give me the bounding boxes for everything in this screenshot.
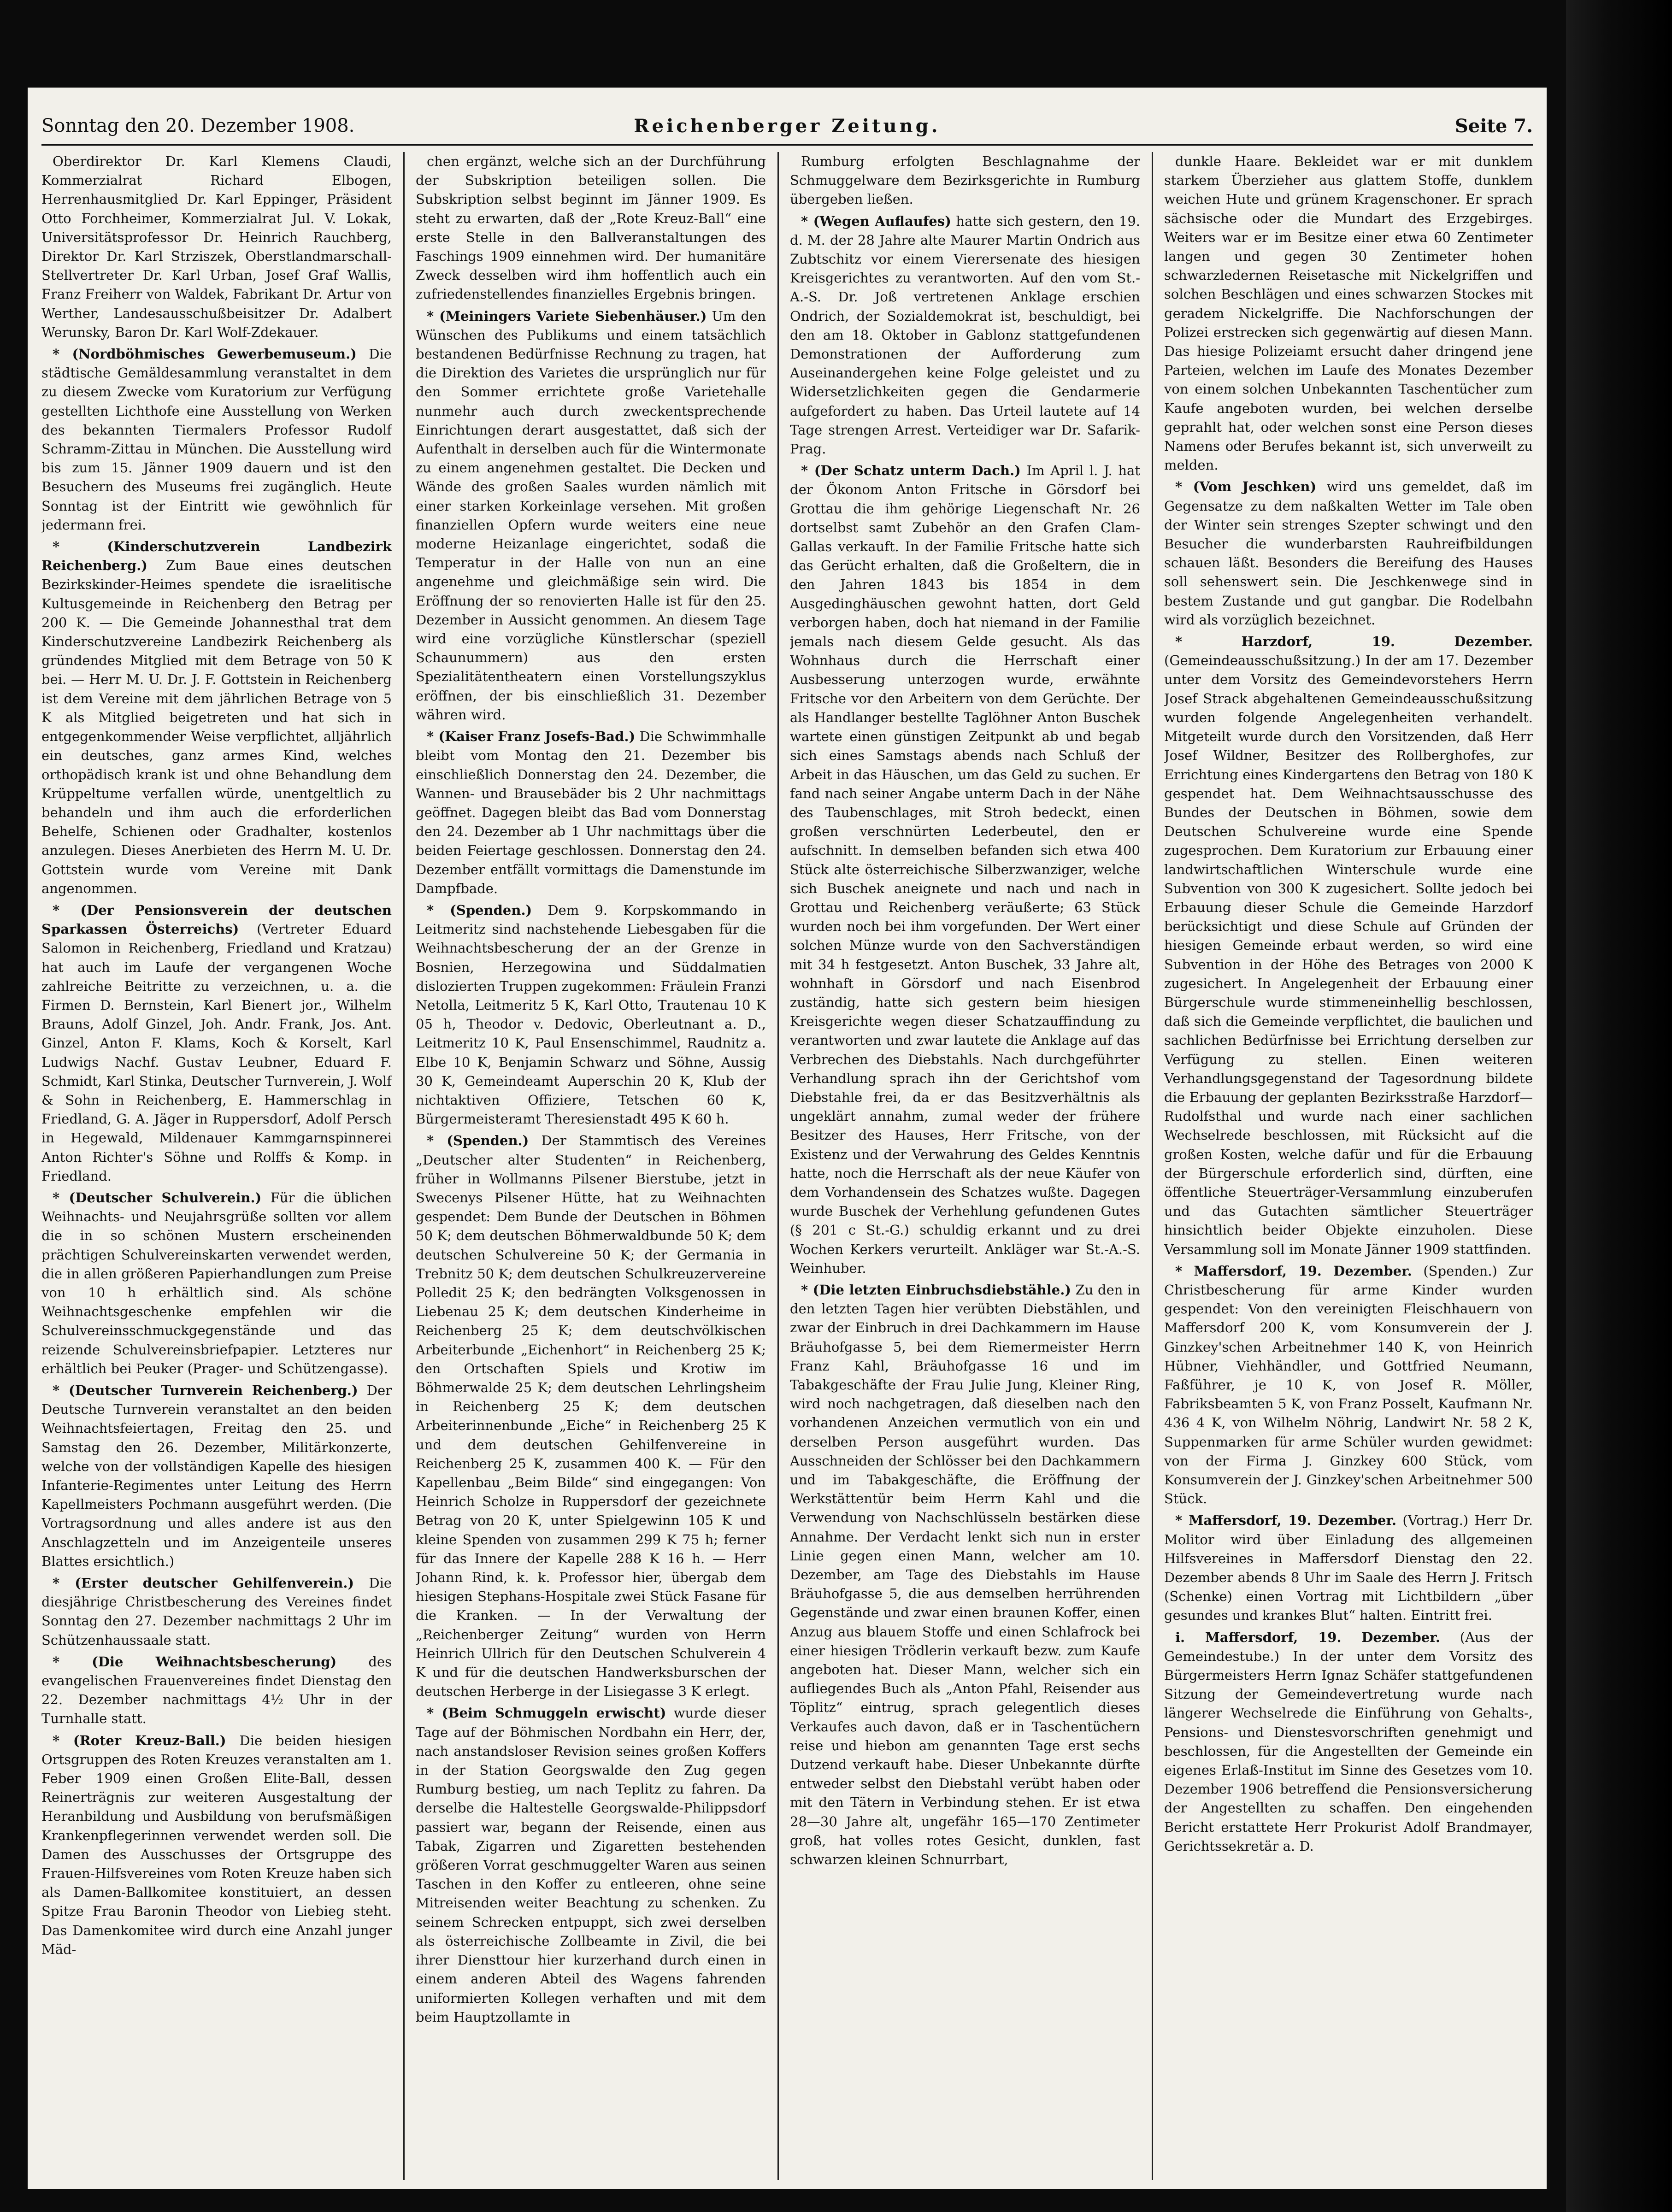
article-paragraph — [1164, 1628, 1533, 1856]
article-heading: * (Der Schatz unterm Dach.) — [801, 463, 1021, 479]
article-text: Die städtische Gemäldesammlung veranstaltet in dem zu diesem Zwecke vom Kuratorium zur Verfügung gestellten Lichthofe eine Ausstellung von Werken des bekannten Tiermalers Professor Rudolf Schramm-Zittau in München. Die Ausstellung wird bis zum 15. Jänner 1909 dauern und ist den Besuchern des Museums frei zugänglich. Heute Sonntag ist der Eintritt wie gewöhnlich für jedermann frei. — [41, 346, 392, 533]
column-rule — [1152, 152, 1153, 2180]
article-text: Oberdirektor Dr. Karl Klemens Claudi, Kommerzialrat Richard Elbogen, Herrenhausmitglied Dr. Karl Eppinger, Präsident Otto Forchheimer, Kommerzialrat Jul. V. Lokak, Universitätsprofessor Dr. Heinrich Rauchberg, Direktor Dr. Karl Strziszek, Oberstlandmarschall-Stellvertreter Dr. Karl Urban, Josef Graf Wallis, Franz Freiherr von Waldek, Fabrikant Dr. Artur von Werther, Landesausschußbeisitzer Dr. Adalbert Werunsky, Baron Dr. Karl Wolf-Zdekauer. — [41, 153, 392, 340]
page-header — [41, 115, 1533, 147]
header-rule — [41, 144, 1533, 146]
article-text: (Aus der Gemeindestube.) In der unter dem Vorsitz des Bürgermeisters Herrn Ignaz Schäfer stattgefundenen Sitzung der Gemeindevertretung wurde nach längerer Wechselrede die Einführung von Gehalts-, Pensions- und Dienstesvorschriften genehmigt und beschlossen, für die Angestellten der Gemeinde ein eigenes Erlaß-Institut im Sinne des Gesetzes vom 10. Dezember 1906 betreffend die Pensionsversicherung der Angestellten zu schaffen. Den eingehenden Bericht erstattete Herr Prokurist Adolf Brandmayer, Gerichtssekretär a. D. — [1164, 1629, 1533, 1854]
article-text: Im April l. J. hat der Ökonom Anton Fritsche in Görsdorf bei Grottau die ihm gehörige Liegenschaft Nr. 26 dortselbst samt Zubehör an den Grafen Clam-Gallas verkauft. In der Familie Fritsche hatte sich das Gerücht erhalten, daß die Großeltern, die in den Jahren 1843 bis 1854 in dem Ausgedinghäuschen gewohnt hatten, dort Geld verborgen haben, doch hat niemand in der Familie jemals nach diesem Gelde gesucht. Als das Wohnhaus durch die Herrschaft einer Ausbesserung unterzogen wurde, erwähnte Fritsche vor den Arbeitern von dem Gerüchte. Der als Handlanger bestellte Taglöhner Anton Buschek wartete einen günstigen Zeitpunkt ab und begab sich eines Samstags abends nach Schluß der Arbeit in das Häuschen, um das Geld zu suchen. Er fand nach seiner Angabe unterm Dach in der Nähe des Taubenschlages, mit Stroh bedeckt, einen großen verschnürten Lederbeutel, den er aufschnitt. In demselben befanden sich etwa 400 Stück alte österreichische Silberzwanziger, welche sich Buschek aneignete und nach und nach in Grottau und Reichenberg veräußerte; 63 Stück wurden noch bei ihm vorgefunden. Der Wert einer solchen Münze wurde von den Sachverständigen mit 34 h festgesetzt. Anton Buschek, 33 Jahre alt, wohnhaft in Görsdorf und nach Eisenbrod zuständig, hatte sich gestern beim hiesigen Kreisgerichte wegen dieser Schatzauffindung zu verantworten und zwar lautete die Anklage auf das Verbrechen des Diebstahls. Nach durchgeführter Verhandlung sprach ihn der Gerichtshof vom Diebstahle frei, da er das Besitzverhältnis als ungeklärt annahm, zumal weder der frühere Besitzer des Hauses, Herr Fritsche, von der Existenz und der Verwahrung des Geldes Kenntnis hatte, noch die Herrschaft als der neue Käufer von dem Vorhandensein des Schatzes wußte. Dagegen wurde Buschek der Verhehlung gefundenen Gutes (§ 201 c St.-G.) schuldig erkannt und zu drei Wochen Kerkers verurteilt. Ankläger war St.-A.-S. Weinhuber. — [790, 463, 1140, 1276]
article-paragraph — [1164, 477, 1533, 629]
article-text: Die beiden hiesigen Ortsgruppen des Roten Kreuzes veranstalten am 1. Feber 1909 einen Großen Elite-Ball, dessen Reinerträgnis zur weiteren Ausgestaltung der Heranbildung und Ausbildung von berufsmäßigen Krankenpflegerinnen verwendet werden soll. Die Damen des Ausschusses der Ortsgruppe des Frauen-Hilfsvereines vom Roten Kreuze haben sich als Damen-Ballkomitee konstituiert, an dessen Spitze Frau Baronin Theodor von Liebieg steht. Das Damenkomitee wird durch eine Anzahl junger Mäd- — [41, 1732, 392, 1957]
column-2 — [416, 152, 766, 2180]
article-text: dunkle Haare. Bekleidet war er mit dunklem starkem Überzieher aus glattem Stoffe, dunklem weichen Hute und grünem Kragenschoner. Er sprach sächsische oder die Mundart des Erzgebirges. Weiters war er im Besitze einer etwa 60 Zentimeter langen und gegen 30 Zentimeter hohen schwarzledernen Reisetasche mit Nickelgriffen und solchen Beschlägen und eines schwarzen Stockes mit geradem Nickelgriffe. Die Nachforschungen der Polizei erstrecken sich gegenwärtig auf diesen Mann. Das hiesige Polizeiamt ersucht daher dringend jene Parteien, welchen im Laufe des Monates Dezember von einem solchen Unbekannten Taschentücher zum Kaufe angeboten wurden, bei welchen derselbe geprahlt hat, oder welchen sonst eine Person dieses Namens oder Berufes bekannt ist, sich unverweilt zu melden. — [1164, 153, 1533, 473]
article-heading: * (Vom Jeschken) — [1175, 479, 1317, 495]
article-heading: * (Kaiser Franz Josefs-Bad.) — [427, 729, 636, 745]
article-heading: * (Erster deutscher Gehilfenverein.) — [53, 1575, 354, 1591]
newspaper-page — [28, 88, 1547, 2189]
header-page-number: Seite 7. — [1454, 115, 1533, 137]
article-text: Die diesjährige Christbescherung des Vereines findet Sonntag den 27. Dezember nachmittags 2 Uhr im Schützenhaussaale statt. — [41, 1575, 392, 1648]
article-heading: * (Beim Schmuggeln erwischt) — [427, 1705, 666, 1721]
column-rule — [403, 152, 405, 2180]
article-heading: i. Maffersdorf, 19. Dezember. — [1175, 1629, 1440, 1645]
article-paragraph — [416, 727, 766, 898]
header-masthead: Reichenberger Zeitung. — [634, 115, 941, 137]
article-text: (Spenden.) Zur Christbescherung für arme Kinder wurden gespendet: Von den vereinigten Fleischhauern von Maffersdorf 200 K, vom Konsumverein der J. Ginzkey'schen Arbeitnehmer 140 K, von Heinrich Hübner, Viehhändler, und Gottfried Neumann, Faßführer, je 10 K, von Josef R. Möller, Fabriksbeamten 5 K, von Franz Posselt, Kaufmann Nr. 436 4 K, von Wilhelm Nöhrig, Landwirt Nr. 58 2 K, Suppenmarken für arme Schüler wurden gewidmet: von der Firma J. Ginzkey 600 Stück, vom Konsumverein der J. Ginzkey'schen Arbeitnehmer 500 Stück. — [1164, 1263, 1533, 1507]
article-text: Der Deutsche Turnverein veranstaltet an den beiden Weihnachtsfeiertagen, Freitag den 25. und Samstag den 26. Dezember, Militärkonzerte, welche von der vollständigen Kapelle des hiesigen Infanterie-Regimentes unter Leitung des Herrn Kapellmeisters Pochmann ausgeführt werden. (Die Vortragsordnung und alles andere ist aus den Anschlagzetteln und im Anzeigenteile unseres Blattes ersichtlich.) — [41, 1382, 392, 1569]
article-text: Zu den in den letzten Tagen hier verübten Diebstählen, und zwar der Einbruch in drei Dachkammern im Hause Bräuhofgasse 5, bei dem Riemermeister Herrn Franz Kahl, Bräuhofgasse 16 und im Tabakgeschäfte der Frau Julie Jung, Kleiner Ring, wird noch nachgetragen, daß dieselben nach den vorhandenen Anzeichen vermutlich von ein und derselben Person ausgeführt wurden. Das Ausschneiden der Schlösser bei den Dachkammern und im Tabakgeschäfte, die Eröffnung der Werkstättentür beim Herrn Kahl und die Verwendung von Nachschlüsseln bestärken diese Annahme. Der Verdacht lenkt sich nun in erster Linie gegen einen Mann, welcher am 10. Dezember, am Tage des Diebstahls im Hause Bräuhofgasse 5, die aus demselben herrührenden Gegenstände und zwar einen braunen Koffer, einen Anzug aus blauem Stoffe und einen Schlafrock bei einer hiesigen Trödlerin verkauft bezw. zum Kaufe angeboten hat. Dieser Mann, welcher sich ein aufliegendes Buch als „Anton Pfahl, Reisender aus Töplitz“ eintrug, sprach gelegentlich dieses Verkaufes auch davon, daß er in Taschentüchern reise und hiebon am genannten Tage erst sechs Dutzend verkauft habe. Dieser Unbekannte dürfte entweder selbst den Diebstahl verübt haben oder mit den Tätern in Verbindung stehen. Er ist etwa 28—30 Jahre alt, ungefähr 165—170 Zentimeter groß, hat volles rotes Gesicht, dunklen, fast schwarzen kleinen Schnurrbart, — [790, 1282, 1140, 1868]
article-text: Um den Wünschen des Publikums und einem tatsächlich bestandenen Bedürfnisse Rechnung zu tragen, hat die Direktion des Varietes die ursprünglich nur für den Sommer errichtete große Varietehalle nunmehr auch durch zweckentsprechende Einrichtungen derart ausgestattet, daß sich der Aufenthalt in derselben auch für die Wintermonate zu einem angenehmen gestaltet. Die Decken und Wände des großen Saales wurden nämlich mit einer starken Korkeinlage versehen. Mit großen finanziellen Opfern wurde weiters eine neue moderne Heizanlage eingerichtet, sodaß die Temperatur in der Halle von nun an eine angenehme und gleichmäßige sein wird. Die Eröffnung der so renovierten Halle ist für den 25. Dezember in Aussicht genommen. An diesem Tage wird eine vorzügliche Künstlerschar (speziell Schaunummern) aus den ersten Spezialitätentheatern einen Vorstellungszyklus eröffnen, der bis einschließlich 31. Dezember währen wird. — [416, 308, 766, 723]
article-heading: * (Nordböhmisches Gewerbemuseum.) — [53, 346, 357, 362]
scan-edge — [1566, 0, 1672, 2212]
article-paragraph — [41, 1381, 392, 1571]
article-heading: * (Spenden.) — [427, 902, 532, 918]
article-text: Die Schwimmhalle bleibt vom Montag den 21. Dezember bis einschließlich Donnerstag den 24. Dezember, die Wannen- und Brausebäder bis 2 Uhr nachmittags geöffnet. Dagegen bleibt das Bad vom Donnerstag den 24. Dezember ab 1 Uhr nachmittags über die beiden Feiertage geschlossen. Donnerstag den 24. Dezember entfällt vormittags die Damenstunde im Dampfbade. — [416, 729, 766, 896]
article-paragraph — [790, 461, 1140, 1278]
article-text: des evangelischen Frauenvereines findet Dienstag den 22. Dezember nachmittags 4½ Uhr in der Turnhalle statt. — [41, 1653, 392, 1727]
article-paragraph — [790, 212, 1140, 459]
article-text: Für die üblichen Weihnachts- und Neujahrsgrüße sollten vor allem die in so schönen Mustern erscheinenden prächtigen Schulvereinskarten verwendet werden, die in allen größeren Papierhandlungen zum Preise von 10 h erhältlich sind. Als schöne Weihnachtsgeschenke empfehlen wir die Schulvereinsschmuckgegenstände und das reizende Schulvereinsbriefpapier. Letzteres nur erhältlich bei Peuker (Prager- und Schützengasse). — [41, 1189, 392, 1377]
article-text: chen ergänzt, welche sich an der Durchführung der Subskription beteiligen sollen. Die Subskription selbst beginnt im Jänner 1909. Es steht zu erwarten, daß der „Rote Kreuz-Ball“ eine erste Stelle in den Ballveranstaltungen des Faschings 1909 einnehmen wird. Der humanitäre Zweck desselben wird ihm hoffentlich auch ein zufriedenstellendes finanzielles Ergebnis bringen. — [416, 153, 766, 302]
article-text: Der Stammtisch des Vereines „Deutscher alter Studenten“ in Reichenberg, früher in Wollmanns Pilsener Bierstube, jetzt in Swecenys Pilsener Hütte, hat zu Weihnachten gespendet: Dem Bunde der Deutschen in Böhmen 50 K; dem deutschen Böhmerwaldbunde 50 K; dem deutschen Schulvereine 50 K; der Germania in Trebnitz 50 K; dem deutschen Schulkreuzervereine Polledit 25 K; den bedrängten Volksgenossen in Liebenau 25 K; dem deutschen Kinderheime in Reichenberg 25 K; dem deutschvölkischen Arbeiterbunde „Eichenhort“ in Reichenberg 25 K; den Ortschaften Spiels und Krotiw im Böhmerwalde 25 K; dem deutschen Lehrlingsheim in Reichenberg 25 K; dem deutschen Arbeiterinnenbunde „Eiche“ in Reichenberg 25 K und dem deutschen Gehilfenvereine in Reichenberg 25 K, zusammen 400 K. — Für den Kapellenbau „Beim Bilde“ sind eingegangen: Von Heinrich Scholze in Ruppersdorf der gezeichnete Betrag von 20 K, unter Spielgewinn 105 K und kleine Spenden von zusammen 299 K 75 h; ferner für das Innere der Kapelle 288 K 16 h. — Herr Johann Rind, k. k. Professor hier, übergab dem hiesigen Stephans-Hospitale zwei Stück Fasane für die Kranken. — In der Verwaltung der „Reichenberger Zeitung“ wurden von Herrn Heinrich Ullrich für den Deutschen Schulverein 4 K und für die deutschen Handwerksburschen der deutschen Herberge in der Lisiegasse 3 K erlegt. — [416, 1133, 766, 1700]
article-paragraph — [790, 1281, 1140, 1869]
article-heading: * Maffersdorf, 19. Dezember. — [1175, 1263, 1412, 1279]
article-text: hatte sich gestern, den 19. d. M. der 28 Jahre alte Maurer Martin Ondrich aus Zubtschitz vor einem Vierersenate des hiesigen Kreisgerichtes zu verantworten. Auf den vom St.-A.-S. Dr. Joß vertretenen Anklage erschien Ondrich, der Sozialdemokrat ist, beschuldigt, bei den am 18. Oktober in Gablonz stattgefundenen Demonstrationen der Aufforderung zum Auseinandergehen keine Folge geleistet und zu Widersetzlichkeiten gegen die Gendarmerie aufgefordert zu haben. Das Urteil lautete auf 14 Tage strengen Arrest. Verteidiger war Dr. Safarik-Prag. — [790, 213, 1140, 457]
article-paragraph — [790, 152, 1140, 209]
article-heading: * (Meiningers Variete Siebenhäuser.) — [427, 308, 707, 324]
article-paragraph — [416, 901, 766, 1129]
article-paragraph — [41, 537, 392, 898]
article-paragraph — [416, 307, 766, 724]
header-date: Sonntag den 20. Dezember 1908. — [41, 115, 355, 136]
article-paragraph — [1164, 632, 1533, 1259]
article-paragraph — [41, 901, 392, 1186]
article-heading: * (Roter Kreuz-Ball.) — [53, 1732, 226, 1748]
column-3 — [790, 152, 1140, 2180]
article-paragraph — [416, 1704, 766, 2026]
article-paragraph — [41, 1731, 392, 1959]
article-heading: * (Deutscher Schulverein.) — [53, 1189, 262, 1206]
article-paragraph — [416, 1131, 766, 1701]
article-paragraph — [1164, 1262, 1533, 1509]
article-text: wurde dieser Tage auf der Böhmischen Nordbahn ein Herr, der, nach anstandsloser Revision seines großen Koffers in der Station Georgswalde den Zug gegen Rumburg bestieg, um nach Teplitz zu fahren. Da derselbe die Haltestelle Georgswalde-Philippsdorf passiert war, begann der Reisende, einen aus Tabak, Zigarren und Zigaretten bestehenden größeren Vorrat geschmuggelter Waren aus seinen Taschen in den Koffer zu entleeren, ohne seine Mitreisenden weiter Beachtung zu schenken. Zu seinem Schrecken entpuppt, sich zwei derselben als österreichische Zollbeamte in Zivil, die bei ihrer Diensttour hier kurzerhand durch einen in einem anderen Abteil des Wagens fahrenden uniformierten Kollegen verhaften und mit dem beim Hauptzollamte in — [416, 1705, 766, 2025]
article-heading: * (Kinderschutzverein Landbezirk Reichenberg.) — [41, 539, 392, 574]
article-text: (Vortrag.) Herr Dr. Molitor wird über Einladung des allgemeinen Hilfsvereines in Maffersdorf Dienstag den 22. Dezember abends 8 Uhr im Saale des Herrn J. Fritsch (Schenke) einen Vortrag mit Lichtbildern „über gesundes und krankes Blut“ halten. Eintritt frei. — [1164, 1512, 1533, 1624]
article-heading: * (Wegen Auflaufes) — [801, 213, 951, 229]
article-heading: * (Die letzten Einbruchsdiebstähle.) — [801, 1282, 1071, 1298]
article-text: (Gemeindeausschußsitzung.) In der am 17. Dezember unter dem Vorsitz des Gemeindevorstehers Herrn Josef Strack abgehaltenen Gemeindeausschußsitzung wurden folgende Angelegenheiten verhandelt. Mitgeteilt wurde durch den Vorsitzenden, daß Herr Josef Wildner, Besitzer des Rollberghofes, zur Errichtung eines Kindergartens den Betrag von 180 K gespendet hat. Dem Weihnachtsausschusse des Bundes der Deutschen in Böhmen, sowie dem Deutschen Schulvereine wurde eine Spende zugesprochen. Dem Kuratorium zur Erbauung einer landwirtschaftlichen Winterschule wurde eine Subvention von 300 K zugesichert. Sollte jedoch bei Erbauung dieser Schule die Gemeinde Harzdorf berücksichtigt und diese Schule auf Gründen der hiesigen Gemeinde erbaut werden, so wird eine Subvention in der Höhe des Betrages von 2000 K zugesichert. In Angelegenheit der Erbauung einer Bürgerschule wurde stimmeneinhellig beschlossen, daß sich die Gemeinde verpflichtet, die baulichen und sachlichen Bedürfnisse bei Errichtung derselben zur Verfügung zu stellen. Einen weiteren Verhandlungsgegenstand der Tagesordnung bildete die Erbauung der geplanten Bezirksstraße Harzdorf—Rudolfsthal und wurde nach einer sachlichen Wechselrede beschlossen, mit Rücksicht auf die großen Kosten, welche dafür und für die Erbauung der Bürgerschule erforderlich sind, dürften, eine öffentliche Steuerträger-Versammlung einzuberufen und das Gutachten sämtlicher Steuerträger hinsichtlich beider Objekte einzuholen. Diese Versammlung soll im Monate Jänner 1909 stattfinden. — [1164, 653, 1533, 1257]
column-4 — [1164, 152, 1533, 2180]
article-paragraph — [1164, 1511, 1533, 1625]
article-paragraph — [41, 1188, 392, 1378]
article-heading: * (Spenden.) — [427, 1133, 529, 1149]
article-heading: * (Deutscher Turnverein Reichenberg.) — [53, 1382, 358, 1398]
article-text: Rumburg erfolgten Beschlagnahme der Schmuggelware dem Bezirksgerichte in Rumburg übergeben ließen. — [790, 153, 1140, 207]
article-paragraph — [41, 152, 392, 342]
column-rule — [777, 152, 779, 2180]
article-text: wird uns gemeldet, daß im Gegensatze zu dem naßkalten Wetter im Tale oben der Winter sein strenges Szepter schwingt und den Besucher die wunderbarsten Rauhreifbildungen schauen läßt. Besonders die Bereifung des Hauses soll sehenswert sein. Die Jeschkenwege sind in bestem Zustande und gut gangbar. Die Rodelbahn wird als vorzüglich bezeichnet. — [1164, 479, 1533, 628]
article-heading: * Harzdorf, 19. Dezember. — [1175, 634, 1533, 650]
article-heading: * (Die Weihnachtsbescherung) — [53, 1653, 337, 1670]
article-heading: * Maffersdorf, 19. Dezember. — [1175, 1512, 1397, 1529]
article-paragraph — [416, 152, 766, 304]
article-paragraph — [41, 345, 392, 535]
article-paragraph — [41, 1574, 392, 1650]
article-text: (Vertreter Eduard Salomon in Reichenberg, Friedland und Kratzau) hat auch im Laufe der vergangenen Woche zahlreiche Beitritte zu verzeichnen, u. a. die Firmen D. Bernstein, Karl Bienert jor., Wilhelm Brauns, Adolf Ginzel, Joh. Andr. Frank, Jos. Ant. Ginzel, Anton F. Klams, Koch & Korselt, Karl Ludwigs Nachf. Gustav Leubner, Eduard F. Schmidt, Karl Stinka, Deutscher Turnverein, J. Wolf & Sohn in Reichenberg, E. Hammerschlag in Friedland, G. A. Jäger in Ruppersdorf, Adolf Persch in Hegewald, Mildenauer Kammgarnspinnerei Anton Richter's Söhne und Rolffs & Komp. in Friedland. — [41, 921, 392, 1184]
article-text: Zum Baue eines deutschen Bezirkskinder-Heimes spendete die israelitische Kultusgemeinde in Reichenberg den Betrag per 200 K. — Die Gemeinde Johannesthal trat dem Kinderschutzvereine Landbezirk Reichenberg als gründendes Mitglied mit dem Betrage von 50 K bei. — Herr M. U. Dr. J. F. Gottstein in Reichenberg ist dem Vereine mit dem jährlichen Betrage von 5 K als Mitglied beigetreten und hat sich in entgegenkommender Weise verpflichtet, alljährlich ein deutsches, ganz armes Kind, welches orthopädisch krank ist und ohne Behandlung dem Krüppeltume verfallen würde, unentgeltlich zu behandeln und ihm auch die erforderlichen Behelfe, Schienen oder Gradhalter, kostenlos anzulegen. Dieses Anerbieten des Herrn M. U. Dr. Gottstein wurde vom Vereine mit Dank angenommen. — [41, 558, 392, 896]
article-heading: * (Der Pensionsverein der deutschen Sparkassen Österreichs) — [41, 902, 392, 937]
article-text: Dem 9. Korpskommando in Leitmeritz sind nachstehende Liebesgaben für die Weihnachtsbescherung der an der Grenze in Bosnien, Herzegowina und Süddalmatien dislozierten Truppen zugekommen: Fräulein Franzi Netolla, Leitmeritz 5 K, Karl Otto, Trautenau 10 K 05 h, Theodor v. Dedovic, Oberleutnant a. D., Leitmeritz 10 K, Paul Ensenschimmel, Raudnitz a. Elbe 10 K, Benjamin Schwarz und Söhne, Aussig 30 K, Gemeindeamt Auperschin 20 K, Klub der nichtaktiven Offiziere, Tetschen 60 K, Bürgermeisteramt Theresienstadt 495 K 60 h. — [416, 902, 766, 1127]
article-paragraph — [1164, 152, 1533, 475]
column-1 — [41, 152, 392, 2180]
article-paragraph — [41, 1653, 392, 1729]
